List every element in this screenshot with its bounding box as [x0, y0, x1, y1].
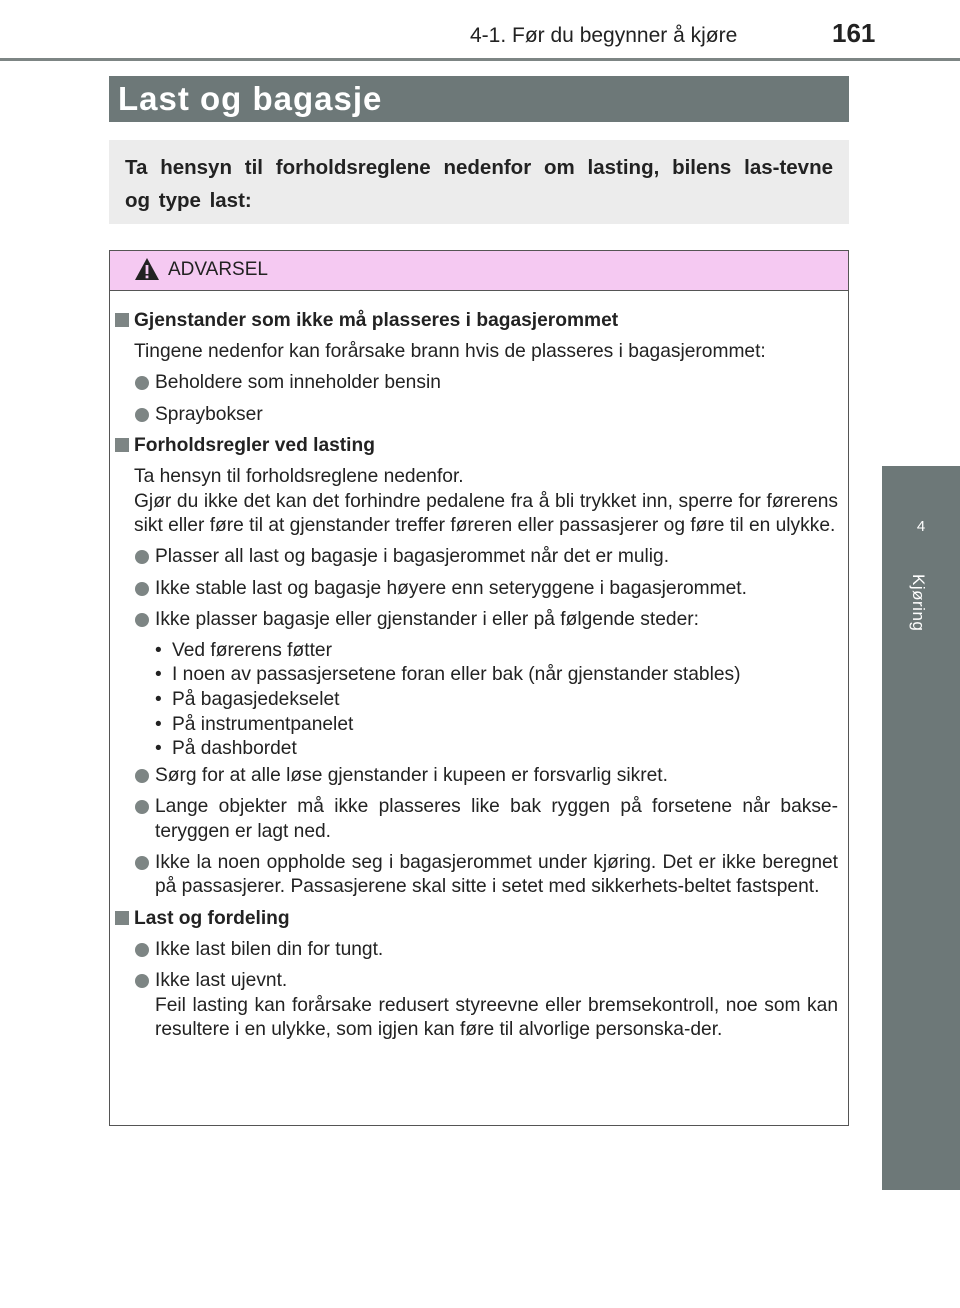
section-text: Tingene nedenfor kan forårsake brann hvis de plasseres i bagasjerommet: [134, 341, 766, 363]
circle-bullet-icon [135, 613, 149, 627]
list-item: Ikke la noen oppholde seg i bagasjerommet under kjøring. Det er ikke beregnet på passasjerer. Passasjerene skal sitte i setet med sikkerhets-beltet fastspent. [110, 851, 838, 900]
warning-body [110, 291, 848, 1043]
chapter-number: 4 [916, 518, 926, 535]
chapter-side-tab [882, 466, 960, 1190]
sub-list-item: • I noen av passasjersetene foran eller bak (når gjenstander stables) [155, 664, 741, 686]
header-section-title: 4-1. Før du begynner å kjøre [470, 24, 738, 47]
circle-bullet-icon [135, 769, 149, 783]
sub-list-item: • På dashbordet [155, 738, 297, 760]
warning-label: ADVARSEL [168, 259, 268, 280]
list-item: Lange objekter må ikke plasseres like bak ryggen på forsetene når bakse-teryggen er lagt ned. [110, 795, 838, 844]
header-divider [0, 58, 960, 61]
section-text: Ta hensyn til forholdsreglene nedenfor. Gjør du ikke det kan det forhindre pedalene fra å bli trykket inn, sperre for førerens sikt eller føre til at gjenstander treffer føreren eller passasjerer og føre til en ulykke. [134, 465, 838, 537]
section-heading: Gjenstander som ikke må plasseres i bagasjerommet [110, 309, 838, 334]
circle-bullet-icon [135, 974, 149, 988]
list-item: Plasser all last og bagasje i bagasjerommet når det er mulig. [110, 545, 838, 570]
sub-list-item: • På bagasjedekselet [155, 689, 340, 711]
list-item: Ikke last bilen din for tungt. [110, 938, 838, 963]
sub-list-item: • Ved førerens føtter [155, 639, 332, 661]
sub-list-item: • På instrumentpanelet [155, 713, 354, 735]
square-bullet-icon [115, 313, 129, 327]
circle-bullet-icon [135, 408, 149, 422]
square-bullet-icon [115, 438, 129, 452]
list-item: Beholdere som inneholder bensin [110, 371, 838, 396]
circle-bullet-icon [135, 582, 149, 596]
list-item: Ikke stable last og bagasje høyere enn seteryggene i bagasjerommet. [110, 577, 838, 602]
list-item: Ikke last ujevnt. Feil lasting kan forårsake redusert styreevne eller bremsekontroll, noe som kan resultere i en ulykke, som igjen kan føre til alvorlige personska-der. [110, 969, 838, 1043]
section-heading: Last og fordeling [110, 907, 838, 932]
circle-bullet-icon [135, 943, 149, 957]
circle-bullet-icon [135, 376, 149, 390]
circle-bullet-icon [135, 550, 149, 564]
section-heading: Forholdsregler ved lasting [110, 434, 838, 459]
circle-bullet-icon [135, 800, 149, 814]
page-title: Last og bagasje [109, 76, 849, 122]
list-item: Spraybokser [110, 403, 838, 428]
sub-list [110, 639, 838, 762]
square-bullet-icon [115, 911, 129, 925]
chapter-label: Kjøring [909, 574, 928, 632]
warning-header [110, 251, 848, 291]
intro-text: Ta hensyn til forholdsreglene nedenfor om lasting, bilens las-tevne og type last: [109, 140, 849, 224]
list-item: Ikke plasser bagasje eller gjenstander i eller på følgende steder: [110, 608, 838, 633]
circle-bullet-icon [135, 856, 149, 870]
page-number: 161 [832, 18, 876, 48]
warning-triangle-icon [134, 257, 160, 286]
list-item: Sørg for at alle løse gjenstander i kupeen er forsvarlig sikret. [110, 764, 838, 789]
warning-box [109, 250, 849, 1126]
